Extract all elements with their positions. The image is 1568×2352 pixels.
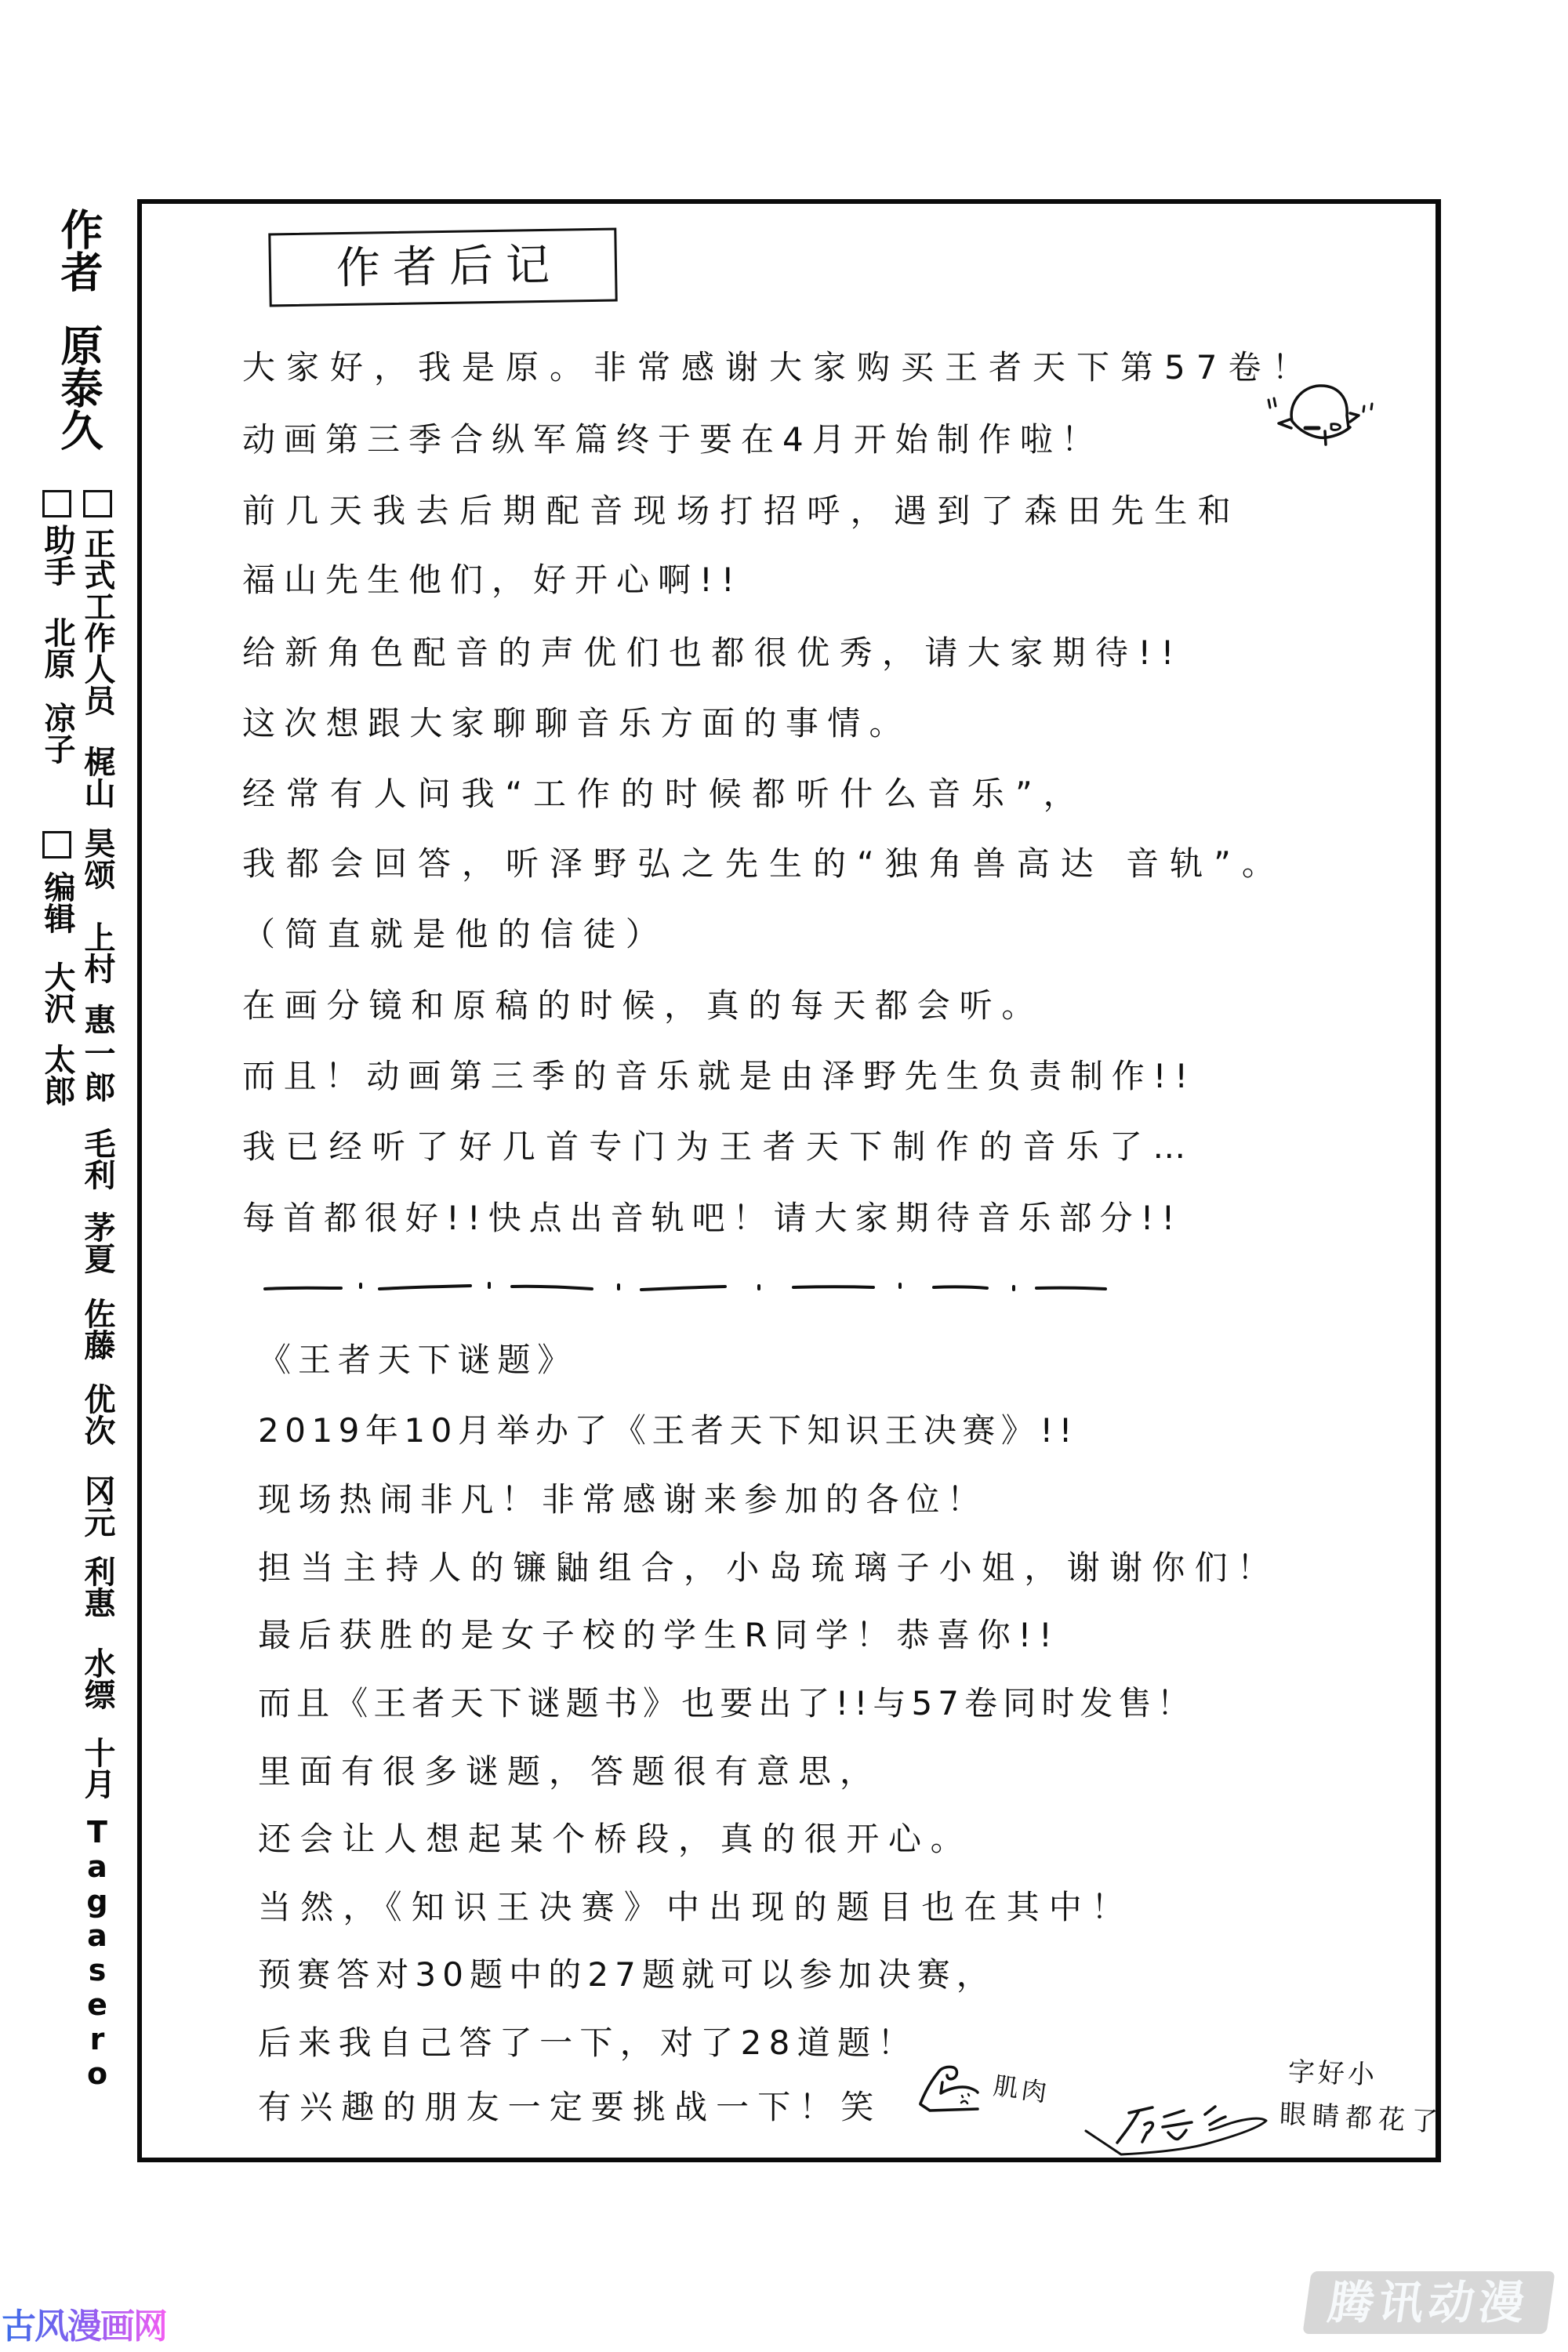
afterword-line: 预赛答对30题中的27题就可以参加决赛， [258,1955,996,1994]
afterword-line: 有兴趣的朋友一定要挑战一下！笑 [258,2088,883,2126]
afterword-line: 当然，《知识王决赛》中出现的题目也在其中！ [258,1888,1134,1926]
afterword-line: 最后获胜的是女子校的学生R同学！恭喜你!! [258,1616,1060,1654]
staff-family-name: 梶山 [79,746,115,808]
watermark-right-text: 腾讯动漫 [1324,2276,1534,2329]
staff-given-name: 利惠 [79,1555,115,1618]
quiz-heading: 《王者天下谜题》 [258,1341,578,1379]
staff-family-name: 毛利 [79,1127,115,1190]
staff-family-name: 水缥 [79,1647,115,1710]
afterword-line: 每首都很好!!快点出音轨吧！请大家期待音乐部分!! [242,1199,1183,1237]
assistant-family-name: 北原 [39,616,75,679]
afterword-line: 给新角色配音的声优们也都很优秀，请大家期待!! [242,633,1184,672]
afterword-title: 作者后记 [336,239,563,295]
assistant-given-name: 凉子 [39,702,75,764]
afterword-line: 动画第三季合纵军篇终于要在4月开始制作啦！ [242,420,1103,459]
sweating-face-doodle-icon [1262,380,1380,455]
afterword-line: 前几天我去后期配音现场打招呼，遇到了森田先生和 [242,492,1242,530]
staff-family-name: 冈元 [79,1475,115,1537]
staff-label: 正式工作人员 [79,528,115,716]
afterword-line: 我已经听了好几首专门为王者天下制作的音乐了… [242,1127,1196,1166]
author-label: 作者 [54,208,103,292]
staff-family-name: 上村 [79,921,115,984]
staff-family-name: 佐藤 [79,1298,115,1360]
flexed-arm-doodle-icon [902,2062,988,2117]
afterword-line: 大家好，我是原。非常感谢大家购买王者天下第57卷！ [242,348,1316,387]
afterword-line: 现场热闹非凡！非常感谢来参加的各位！ [258,1480,988,1519]
afterword-title-box [268,228,617,307]
afterword-line: 而且《王者天下谜题书》也要出了!!与57卷同时发售！ [258,1684,1196,1722]
afterword-line: 还会让人想起某个桥段，真的很开心。 [258,1820,973,1858]
staff-given-name: 十月 [79,1737,115,1799]
margin-note-line: 字好小 [1287,2056,1378,2091]
section-divider [259,1274,1121,1301]
square-marker-icon [42,831,71,858]
staff-given-name: 惠一郎 [79,1004,115,1105]
square-marker-icon [42,490,71,517]
staff-name: Tagasero [80,1815,114,2091]
editor-given-name: 太郎 [39,1044,75,1106]
author-signature [1082,2093,1278,2164]
watermark-left: 古风漫画网 [2,2305,166,2349]
afterword-line: 福山先生他们，好开心啊!! [242,561,743,599]
afterword-line: 2019年10月举办了《王者天下知识王决赛》!! [258,1411,1079,1450]
staff-given-name: 优次 [79,1383,115,1446]
afterword-line: 我都会回答，听泽野弘之先生的“独角兽高达 音轨”。 [242,844,1286,883]
editor-label: 编辑 [39,871,75,934]
author-name: 原泰久 [54,324,103,451]
afterword-line: 里面有很多谜题，答题很有意思， [258,1752,882,1791]
staff-given-name: 昊颂 [79,827,115,890]
muscle-doodle-caption: 肌肉 [991,2071,1052,2108]
editor-family-name: 大沢 [39,961,75,1024]
afterword-line: 后来我自己答了一下，对了28道题！ [258,2024,918,2062]
afterword-line: 经常有人问我“工作的时候都听什么音乐”， [242,775,1087,813]
watermark-right [1302,2271,1555,2334]
assistant-label: 助手 [39,524,75,586]
afterword-line: （简直就是他的信徒） [242,915,669,953]
square-marker-icon [83,490,112,517]
margin-note-line: 眼睛都花了 [1279,2098,1445,2139]
staff-given-name: 茅夏 [79,1211,115,1274]
afterword-line: 而且！动画第三季的音乐就是由泽野先生负责制作!! [242,1057,1196,1095]
afterword-line: 这次想跟大家聊聊音乐方面的事情。 [242,704,911,742]
afterword-line: 担当主持人的镰鼬组合，小岛琉璃子小姐，谢谢你们！ [258,1548,1280,1587]
afterword-line: 在画分镜和原稿的时候，真的每天都会听。 [242,986,1044,1025]
